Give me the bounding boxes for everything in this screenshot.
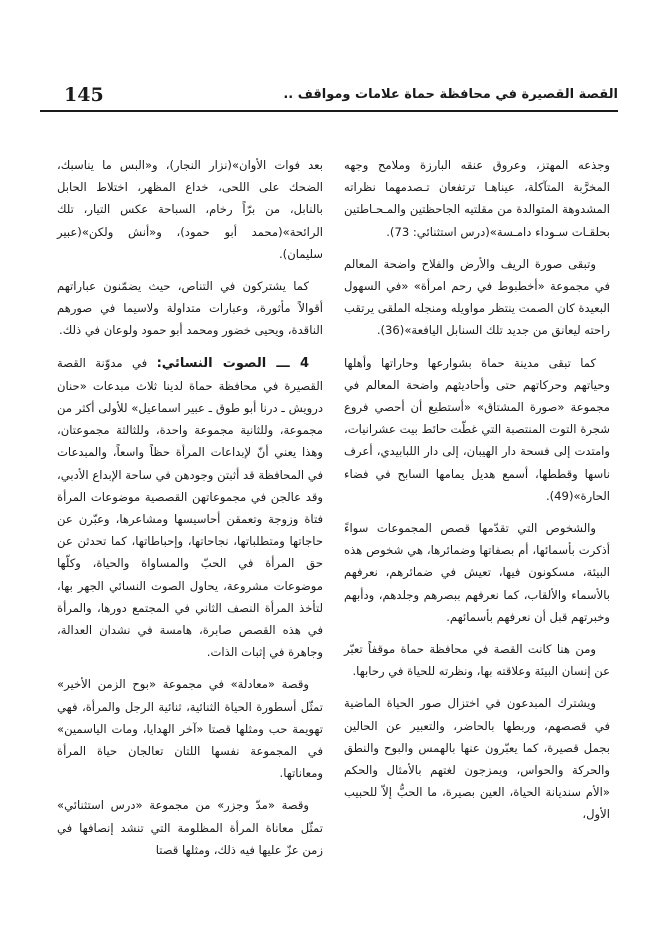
left-column [57,154,323,871]
paragraph: والشخوص التي تقدّمها قصص المجموعات سواءً أذكرت بأسمائها، أم بصفاتها وضمائرها، هي شخوص هذه البيئة، مسكونون فيها، تعيش في ضمائرهم، نعرفهم بالأسماء والألقاب، كما نعرفهم ببصرهم وجلدهم، ودأبهم وخبرتهم قبل أن نعرفهم بأسمائهم. [344,521,610,624]
right-column [344,154,610,836]
paragraph: وجذعه المهتز، وعروق عنقه البارزة وملامح وجهه المخرَّبة المتآكلة، عيناهـا ترتفعان تـصدمهما نظراته المشدوهة المتوالدة من مقلتيه الجاحظتين والمـحـاطتين بحلقـات سـوداء دامـسة»(درس استثنائي: 73). [344,158,610,239]
paragraph: ومن هنا كانت القصة في محافظة حماة موقفاً تعبّر عن إنسان البيئة وعلاقته بها، ونظرته للحياة في رحابها. [344,642,610,679]
running-header [40,80,618,110]
section-paragraph [57,352,323,664]
running-title: القصة القصيرة في محافظة حماة علامات ومواقف .. [283,87,618,102]
paragraph: بعد فوات الأوان»(نزار النجار)، و«البس ما يناسبك، الضحك على اللحى، خداع المظهر، اختلاط الحابل بالنابل، من برّاً رخام، السباحة عكس التيار، تلك الرائحة»(محمد أبو حمود)، و«أنش ولكن»(عبير سليمان). [57,158,323,261]
paragraph: كما تبقى مدينة حماة بشوارعها وحاراتها وأهلها وحياتهم وحركاتهم حتى وأحاديثهم واضحة المعالم في مجموعة «صورة المشتاق» «أستطيع أن أحصي فروع شجرة التوت المنتصبة التي غطّت حائط بيت عشرانيات، وامتدت إلى فسحة دار الهيبان، إلى دار اللبابيدي، أعرف ناسها وقططها، أسمع هديل يمامها السابح في فضاء الحارة»(49). [344,355,610,503]
paragraph: وتبقى صورة الريف والأرض والفلاح واضحة المعالم في مجموعة «أخطبوط في رحم امرأة» «في السهول البعيدة كان الصمت ينتظر مواويله ومنجله الملقى يرتقب راحته ليعانق من جديد تلك السنابل اليافعة»(36). [344,256,610,338]
section-heading: 4 ـــ الصوت النسائي: [156,355,309,371]
page-number: 145 [64,84,104,106]
paragraph: وقصة «مدّ وجزر» من مجموعة «درس استثنائي» تمثّل معاناة المرأة المظلومة التي تنشد إنصافها في زمن عزّ عليها فيه ذلك، ومثلها قصتا [57,798,323,857]
section-text: في مدوّنة القصة القصيرة في محافظة حماة لدينا ثلاث مبدعات «حنان درويش ـ درنا أبو طوق ـ عبير اسماعيل» للأولى أكثر من مجموعة، وللثانية مجموعة واحدة، وللثالثة مجموعتان، وهذا يعني أنّ لإبداعات المرأة حظاً واسعاً، والمبدعات في المحافظة قد أثبتن وجودهن في ساحة الإبداع الأدبي، وقد عالجن في مجموعاتهن القصصية موضوعات المرأة فتاة وزوجة وتعمقن أحاسيسها ومشاعرها، وعبّرن عن حاجاتها ومتطلباتها، نجاحاتها، وإحباطاتها، كما تحدثن عن حق المرأة في الحبّ والمساواة والحياة، وكلّها موضوعات مشروعة، يحاول الصوت النسائي الجهر بها، لتأخذ المرأة النصف الثاني في المجتمع دورها، والمرأة في هذه القصص صابرة، هامسة في نشدان العدالة، وجاهرة في إثبات الذات. [57,355,323,660]
paragraph: وقصة «معادلة» في مجموعة «بوح الزمن الأخير» تمثّل أسطورة الحياة الثنائية، ثنائية الرجل والمرأة، فهي تهويمة حب ومثلها قصتا «آخر الهدايا، ومات الياسمين» في المجموعة نفسها اللتان تعالجان حياة المرأة ومعاناتها. [57,677,323,781]
paragraph: كما يشتركون في التناص، حيث يضمّنون عباراتهم أقوالاً مأثورة، وعبارات متداولة ولاسيما في صورهم الناقدة، ويحيى خضور ومحمد أبو حمود ولوعان في ذلك. [57,279,323,338]
header-rule [40,110,618,112]
paragraph: ويشترك المبدعون في اختزال صور الحياة الماضية في قصصهم، وربطها بالحاضر، والتعبير عن الحالين بجمل قصيرة، كما يعبّرون عنها بالهمس والبوح والنطق والحركة والحواس، ويمزجون لغتهم بالأمثال والحكم «الأم سنديانة الحياة، العين بصيرة، ما الحبُّ إلاّ للحبيب الأول، [344,696,610,822]
